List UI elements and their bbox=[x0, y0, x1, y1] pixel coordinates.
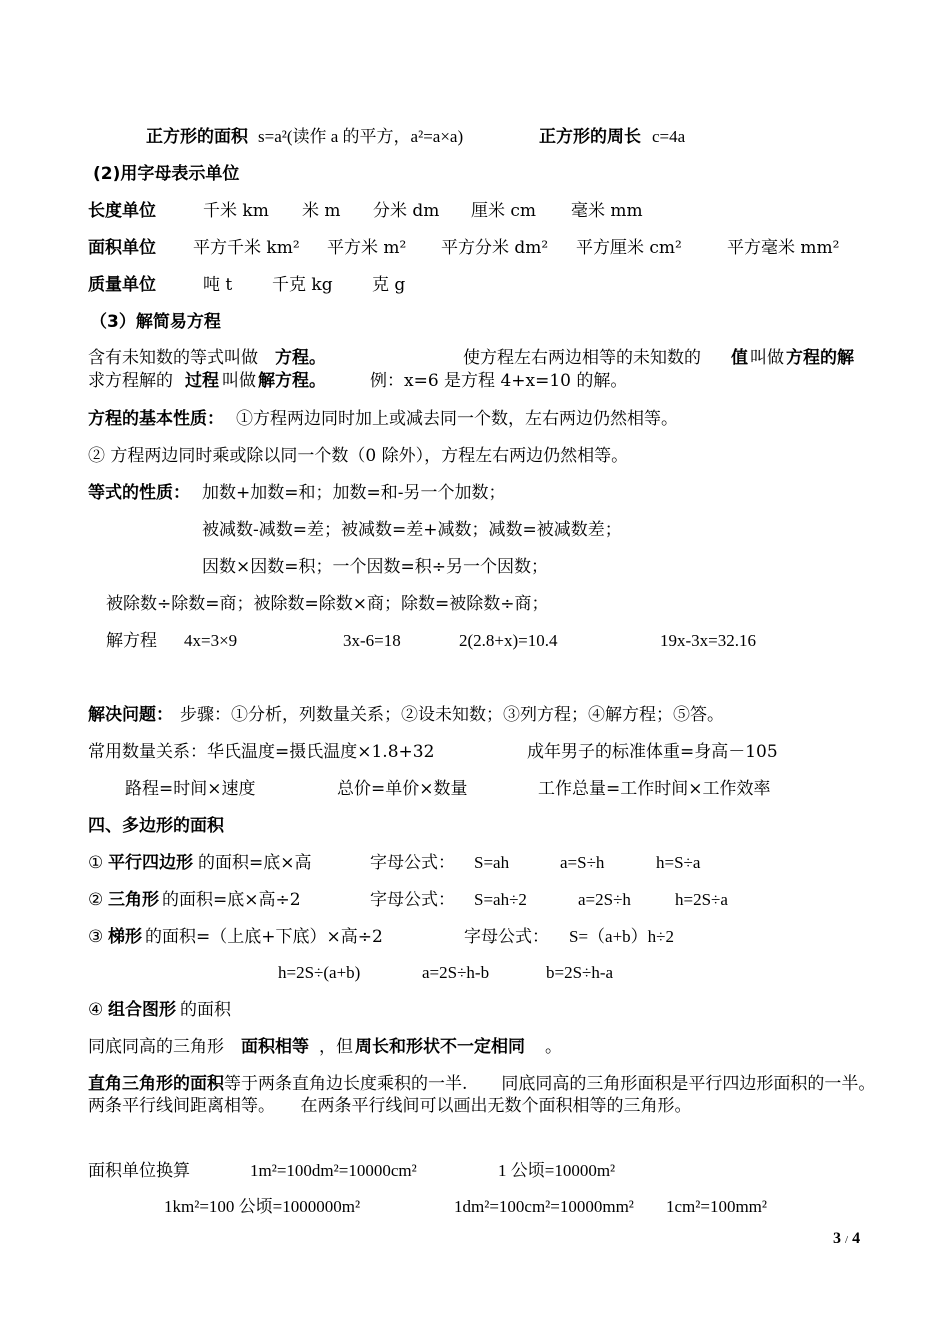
def-text: 使方程左右两边相等的未知数的 bbox=[463, 348, 701, 368]
def-bold: 过程 bbox=[185, 371, 219, 391]
page-separator: / bbox=[845, 1234, 849, 1246]
formula: a=S÷h bbox=[560, 853, 605, 872]
conversion: 1m²=100dm²=10000cm² bbox=[250, 1161, 417, 1180]
quantity-relation: 路程=时间×速度 bbox=[125, 779, 256, 799]
polygons-heading: 四、多边形的面积 bbox=[88, 816, 224, 836]
solve-item: 2(2.8+x)=10.4 bbox=[459, 631, 558, 650]
letter-formula-label: 字母公式： bbox=[464, 927, 549, 947]
unit-item: 平方厘米 cm² bbox=[576, 238, 682, 258]
def-text: 叫做 bbox=[750, 348, 784, 368]
same-text: 同底同高的三角形 bbox=[88, 1037, 224, 1057]
basic-property: ② 方程两边同时乘或除以同一个数（0 除外），方程左右两边仍然相等。 bbox=[88, 446, 629, 466]
unit-item: 平方分米 dm² bbox=[441, 238, 549, 258]
conversion: 1dm²=100cm²=10000mm² bbox=[454, 1197, 634, 1216]
def-text: 求方程解的 bbox=[88, 371, 173, 391]
common-relation: 成年男子的标准体重=身高－105 bbox=[527, 742, 778, 762]
solve-item: 4x=3×9 bbox=[184, 631, 238, 650]
unit-item: 克 g bbox=[372, 275, 406, 295]
problem-solving-text: 步骤：①分析，列数量关系；②设未知数；③列方程；④解方程；⑤答。 bbox=[180, 705, 724, 725]
same-bold: 面积相等 bbox=[241, 1037, 309, 1057]
def-bold: 方程的解 bbox=[786, 348, 854, 368]
right-triangle-text: 等于两条直角边长度乘积的一半. 同底同高的三角形面积是平行四边形面积的一半。 两条平行线间距离相等。 在两条平行线间可以画出无数个面积相等的三角形。 bbox=[88, 1074, 901, 1116]
unit-item: 厘米 cm bbox=[471, 201, 537, 221]
basic-property: ①方程两边同时加上或减去同一个数，左右两边仍然相等。 bbox=[236, 409, 678, 429]
def-text: 例：x=6 是方程 4+x=10 的解。 bbox=[370, 371, 628, 391]
unit-item: 平方千米 km² bbox=[193, 238, 300, 258]
unit-item: 千克 kg bbox=[272, 275, 333, 295]
page-current: 3 bbox=[833, 1230, 841, 1247]
right-triangle-bold: 直角三角形的面积 bbox=[88, 1074, 224, 1094]
trapezoid-area-text: 的面积=（上底+下底）×高÷2 bbox=[145, 927, 383, 947]
conversion: 1 公顷=10000m² bbox=[498, 1161, 616, 1180]
same-text: ，但 bbox=[319, 1037, 353, 1057]
solve-item: 3x-6=18 bbox=[343, 631, 401, 650]
def-text: 叫做 bbox=[222, 371, 256, 391]
equality-property: 因数×因数=积；一个因数=积÷另一个因数； bbox=[202, 557, 548, 577]
formula: a=2S÷h bbox=[578, 890, 631, 909]
formula: h=S÷a bbox=[656, 853, 701, 872]
formula: S=（a+b）h÷2 bbox=[569, 927, 675, 946]
formula: h=2S÷(a+b) bbox=[278, 963, 361, 982]
unit-item: 千米 km bbox=[203, 201, 269, 221]
quantity-relation: 工作总量=工作时间×工作效率 bbox=[538, 779, 771, 799]
square-perimeter-label: 正方形的周长 bbox=[539, 127, 641, 147]
unit-item: 毫米 mm bbox=[571, 201, 643, 221]
mass-units-label: 质量单位 bbox=[88, 275, 156, 295]
right-triangle-paragraph bbox=[88, 1073, 901, 1117]
conversion: 1cm²=100mm² bbox=[666, 1197, 767, 1216]
letter-formula-label: 字母公式： bbox=[370, 890, 455, 910]
def-bold: 方程。 bbox=[275, 348, 326, 368]
length-units-label: 长度单位 bbox=[88, 201, 156, 221]
def-bold: 值 bbox=[731, 348, 748, 368]
same-bold: 周长和形状不一定相同 bbox=[355, 1037, 525, 1057]
letter-formula-label: 字母公式： bbox=[370, 853, 455, 873]
item-number: ② bbox=[88, 890, 104, 910]
problem-solving-label: 解决问题： bbox=[88, 705, 173, 725]
equality-property: 加数+加数=和；加数=和-另一个加数； bbox=[202, 483, 506, 503]
conversion: 1km²=100 公顷=1000000m² bbox=[164, 1197, 361, 1216]
page-number bbox=[833, 1230, 860, 1248]
conversion-label: 面积单位换算 bbox=[88, 1161, 190, 1181]
parallelogram-area-text: 的面积=底×高 bbox=[198, 853, 312, 873]
formula: a=2S÷h-b bbox=[422, 963, 490, 982]
common-relation: 常用数量关系：华氏温度=摄氏温度×1.8+32 bbox=[88, 742, 435, 762]
unit-item: 平方米 m² bbox=[327, 238, 407, 258]
same-text: 。 bbox=[545, 1037, 562, 1057]
unit-item: 吨 t bbox=[203, 275, 233, 295]
unit-item: 米 m bbox=[302, 201, 341, 221]
def-bold: 解方程。 bbox=[258, 371, 326, 391]
parallelogram-name: 平行四边形 bbox=[108, 853, 193, 873]
formula: S=ah bbox=[474, 853, 510, 872]
solve-item: 19x-3x=32.16 bbox=[660, 631, 756, 650]
formula: S=ah÷2 bbox=[474, 890, 527, 909]
square-area-label: 正方形的面积 bbox=[146, 127, 248, 147]
equality-property: 被除数÷除数=商；被除数=除数×商；除数=被除数÷商； bbox=[106, 594, 549, 614]
composite-name: 组合图形 bbox=[108, 1000, 176, 1020]
composite-area-text: 的面积 bbox=[180, 1000, 231, 1020]
area-units-label: 面积单位 bbox=[88, 238, 156, 258]
triangle-name: 三角形 bbox=[108, 890, 159, 910]
page-total: 4 bbox=[852, 1230, 861, 1247]
item-number: ④ bbox=[88, 1000, 104, 1020]
formula: h=2S÷a bbox=[675, 890, 728, 909]
item-number: ③ bbox=[88, 927, 104, 947]
triangle-area-text: 的面积=底×高÷2 bbox=[162, 890, 301, 910]
def-text: 含有未知数的等式叫做 bbox=[88, 348, 258, 368]
solve-label: 解方程 bbox=[106, 631, 157, 651]
equations-heading: （3）解简易方程 bbox=[90, 312, 221, 332]
quantity-relation: 总价=单价×数量 bbox=[337, 779, 468, 799]
trapezoid-name: 梯形 bbox=[108, 927, 142, 947]
square-area-formula: s=a²(读作 a 的平方，a²=a×a) bbox=[258, 127, 464, 146]
equality-properties-label: 等式的性质： bbox=[88, 483, 190, 503]
equality-property: 被减数-减数=差；被减数=差+减数；减数=被减数差； bbox=[202, 520, 622, 540]
item-number: ① bbox=[88, 853, 104, 873]
unit-item: 平方毫米 mm² bbox=[727, 238, 840, 258]
units-heading: (2)用字母表示单位 bbox=[93, 164, 240, 184]
unit-item: 分米 dm bbox=[373, 201, 440, 221]
formula: b=2S÷h-a bbox=[546, 963, 614, 982]
basic-properties-label: 方程的基本性质： bbox=[88, 409, 224, 429]
square-perimeter-formula: c=4a bbox=[652, 127, 686, 146]
